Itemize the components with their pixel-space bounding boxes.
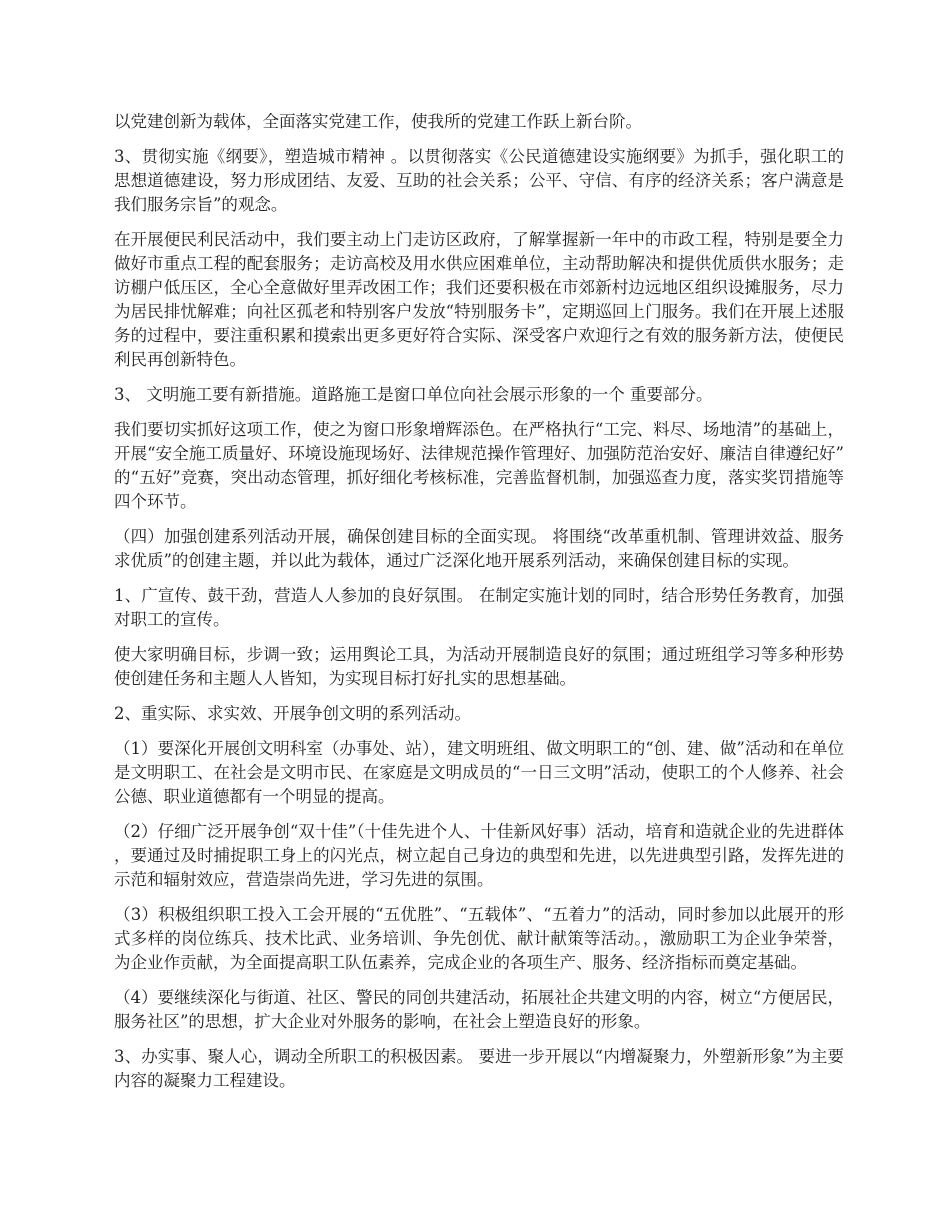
paragraph-2: 3、贯彻实施《纲要》，塑造城市精神 。以贯彻落实《公民道德建设实施纲要》为抓手，强化职工的思想道德建设，努力形成团结、友爱、互助的社会关系；公平、守信、有序的经济关系；客户满意是我们服务宗旨”的观念。	[114, 147, 844, 214]
paragraph-6: （四）加强创建系列活动开展，确保创建目标的全面实现。 将围绕“改革重机制、管理讲效益、服务求优质”的创建主题，并以此为载体，通过广泛深化地开展系列活动，来确保创建目标的实现。	[114, 527, 844, 570]
paragraph-3: 在开展便民利民活动中，我们要主动上门走访区政府，了解掌握新一年中的市政工程，特别是要全力做好市重点工程的配套服务；走访高校及用水供应困难单位，主动帮助解决和提供优质供水服务；走访棚户低压区，全心全意做好里弄改困工作；我们还要积极在市郊新村边远地区组织设摊服务，尽力为居民排忧解难；向社区孤老和特别客户发放“特别服务卡”，定期巡回上门服务。我们在开展上述服务的过程中，要注重积累和摸索出更多更好符合实际、深受客户欢迎行之有效的服务新方法，使便民利民再创新特色。	[114, 230, 844, 369]
document-body	[114, 110, 844, 1104]
paragraph-1: 以党建创新为载体，全面落实党建工作，使我所的党建工作跃上新台阶。	[114, 112, 642, 131]
paragraph-12: （3）积极组织职工投入工会开展的“五优胜”、“五载体”、“五着力”的活动，同时参加以此展开的形式多样的岗位练兵、技术比武、业务培训、争先创优、献计献策等活动。，激励职工为企业争荣誉，为企业作贡献，为全面提高职工队伍素养，完成企业的各项生产、服务、经济指标而奠定基础。	[114, 905, 844, 972]
paragraph-13: （4）要继续深化与街道、社区、警民的同创共建活动，拓展社企共建文明的内容，树立“方便居民，服务社区”的思想，扩大企业对外服务的影响，在社会上塑造良好的形象。	[114, 988, 844, 1031]
paragraph-14: 3、办实事、聚人心，调动全所职工的积极因素。 要进一步开展以“内增凝聚力，外塑新形象”为主要内容的凝聚力工程建设。	[114, 1047, 844, 1090]
paragraph-5: 我们要切实抓好这项工作，使之为窗口形象增辉添色。在严格执行“工完、料尽、场地清”的基础上，开展“安全施工质量好、环境设施现场好、法律规范操作管理好、加强防范治安好、廉洁自律遵纪好”的“五好”竞赛，突出动态管理，抓好细化考核标准，完善监督机制，加强巡查力度，落实奖罚措施等四个环节。	[114, 420, 844, 511]
paragraph-9: 2、重实际、求实效、开展争创文明的系列活动。	[114, 704, 471, 723]
paragraph-7: 1、广宣传、鼓干劲，营造人人参加的良好氛围。 在制定实施计划的同时，结合形势任务教育，加强对职工的宣传。	[114, 586, 844, 629]
paragraph-8: 使大家明确目标，步调一致；运用舆论工具，为活动开展制造良好的氛围；通过班组学习等多种形势使创建任务和主题人人皆知，为实现目标打好扎实的思想基础。	[114, 645, 844, 688]
paragraph-10: （1）要深化开展创文明科室（办事处、站），建文明班组、做文明职工的“创、建、做”活动和在单位是文明职工、在社会是文明市民、在家庭是文明成员的“一日三文明”活动，使职工的个人修养、社会公德、职业道德都有一个明显的提高。	[114, 739, 844, 806]
paragraph-11: （2）仔细广泛开展争创“双十佳”（十佳先进个人、十佳新风好事）活动，培育和造就企业的先进群体，要通过及时捕捉职工身上的闪光点，树立起自己身边的典型和先进，以先进典型引路，发挥先进的示范和辐射效应，营造崇尚先进，学习先进的氛围。	[114, 822, 844, 889]
paragraph-4: 3、 文明施工要有新措施。道路施工是窗口单位向社会展示形象的一个 重要部分。	[114, 385, 713, 404]
